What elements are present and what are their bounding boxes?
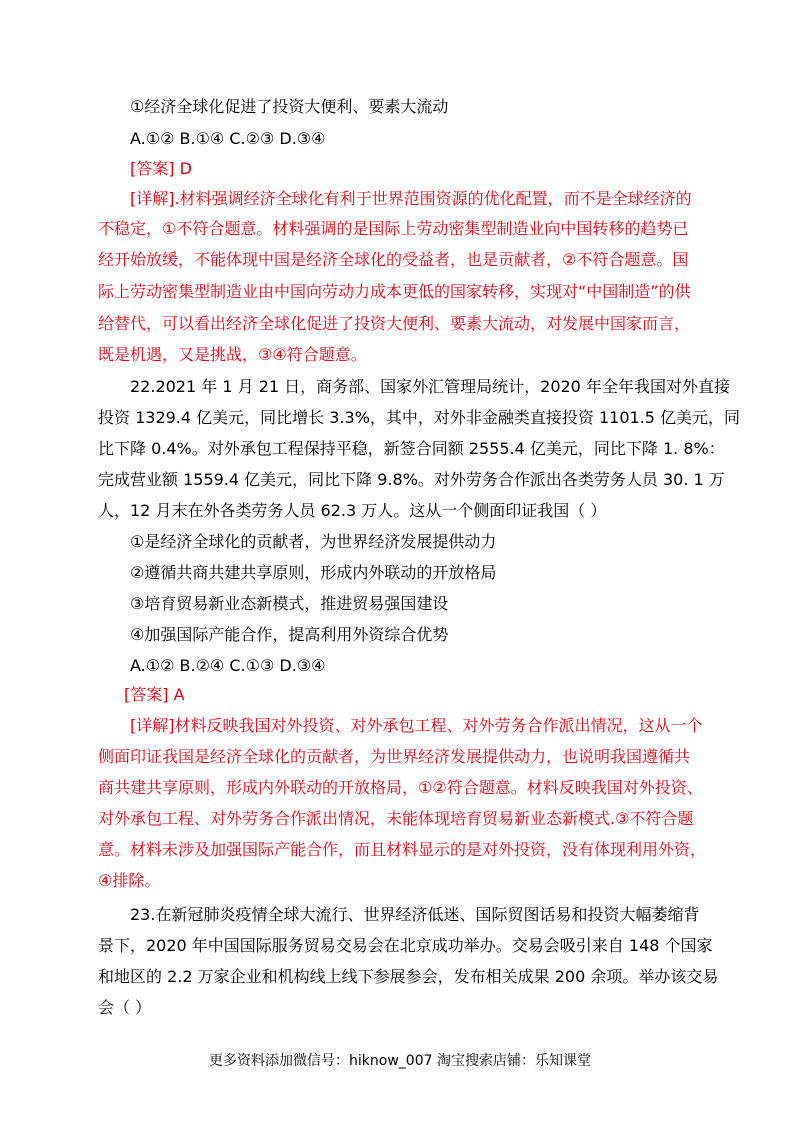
q23-stem-line: 和地区的 2.2 万家企业和机构线上线下参展参会，发布相关成果 200 余项。举办该交易 xyxy=(98,967,719,986)
q22-option-1: ①是经济全球化的贡献者，为世界经济发展提供动力 xyxy=(130,532,497,551)
q21-answer: [答案] D xyxy=(130,159,192,178)
q21-option-1: ①经济全球化促进了投资大便利、要素大流动 xyxy=(130,97,449,116)
page-footer: 更多资料添加微信号：hiknow_007 淘宝搜索店铺：乐知课堂 xyxy=(209,1053,591,1069)
q22-explanation-line: ④排除。 xyxy=(98,871,161,890)
q21-explanation-line: [详解].材料强调经济全球化有利于世界范围资源的优化配置，而不是全球经济的 xyxy=(130,189,692,208)
q22-explanation-line: 商共建共享原则，形成内外联动的开放格局，①②符合题意。材料反映我国对外投资、 xyxy=(98,778,703,797)
q22-stem-line: 22.2021 年 1 月 21 日，商务部、国家外汇管理局统计，2020 年全年我国对外直接 xyxy=(130,377,730,396)
q23-stem-line: 23.在新冠肺炎疫情全球大流行、世界经济低迷、国际贸图话易和投资大幅萎缩背 xyxy=(130,905,700,924)
q22-choices: A.①② B.②④ C.①③ D.③④ xyxy=(130,656,326,675)
q21-explanation-line: 给替代，可以看出经济全球化促进了投资大便利、要素大流动，对发展中国家而言， xyxy=(98,314,691,333)
q22-stem-line: 完成营业额 1559.4 亿美元，同比下降 9.8%。对外劳务合作派出各类劳务人员 30. 1 万 xyxy=(98,470,725,489)
q22-stem-line: 人，12 月末在外各类劳务人员 62.3 万人。这从一个侧面印证我国（ ） xyxy=(98,501,607,520)
q21-explanation-line: 既是机遇，又是挑战，③④符合题意。 xyxy=(98,345,367,364)
q23-stem-line: 会（ ） xyxy=(98,998,152,1017)
q22-answer: [答案] A xyxy=(124,685,185,704)
q21-explanation-line: 不稳定，①不符合题意。材料强调的是国际上劳动密集型制造业向中国转移的趋势已 xyxy=(98,219,689,238)
q22-explanation-line: 侧面印证我国是经济全球化的贡献者，为世界经济发展提供动力，也说明我国遵循共 xyxy=(98,747,691,766)
q23-stem-line: 景下，2020 年中国国际服务贸易交易会在北京成功举办。交易会吸引来自 148 个国家 xyxy=(98,936,713,955)
q22-option-3: ③培育贸易新业态新模式，推进贸易强国建设 xyxy=(130,594,449,613)
q22-option-4: ④加强国际产能合作，提高利用外资综合优势 xyxy=(130,625,449,644)
q21-explanation-line: 际上劳动密集型制造业由中国向劳动力成本更低的国家转移，实现对“中国制造”的供 xyxy=(98,282,691,301)
q22-option-2: ②遵循共商共建共享原则，形成内外联动的开放格局 xyxy=(130,563,497,582)
q22-explanation-line: 意。材料未涉及加强国际产能合作，而且材料显示的是对外投资，没有体现利用外资， xyxy=(98,840,707,859)
q22-stem-line: 比下降 0.4%。对外承包工程保持平稳，新签合同额 2555.4 亿美元，同比下降 1. 8%： xyxy=(98,439,725,458)
q22-stem-line: 投资 1329.4 亿美元，同比增长 3.3%，其中，对外非金融类直接投资 1101.5 亿美元，同 xyxy=(98,408,741,427)
q21-explanation-line: 经开始放缓，不能体现中国是经济全球化的受益者，也是贡献者，②不符合题意。国 xyxy=(98,250,689,269)
q21-choices: A.①② B.①④ C.②③ D.③④ xyxy=(130,129,326,148)
q22-explanation-line: [详解]材料反映我国对外投资、对外承包工程、对外劳务合作派出情况，这从一个 xyxy=(130,716,703,735)
q22-explanation-line: 对外承包工程、对外劳务合作派出情况，未能体现培育贸易新业态新模式.③不符合题 xyxy=(98,809,694,828)
